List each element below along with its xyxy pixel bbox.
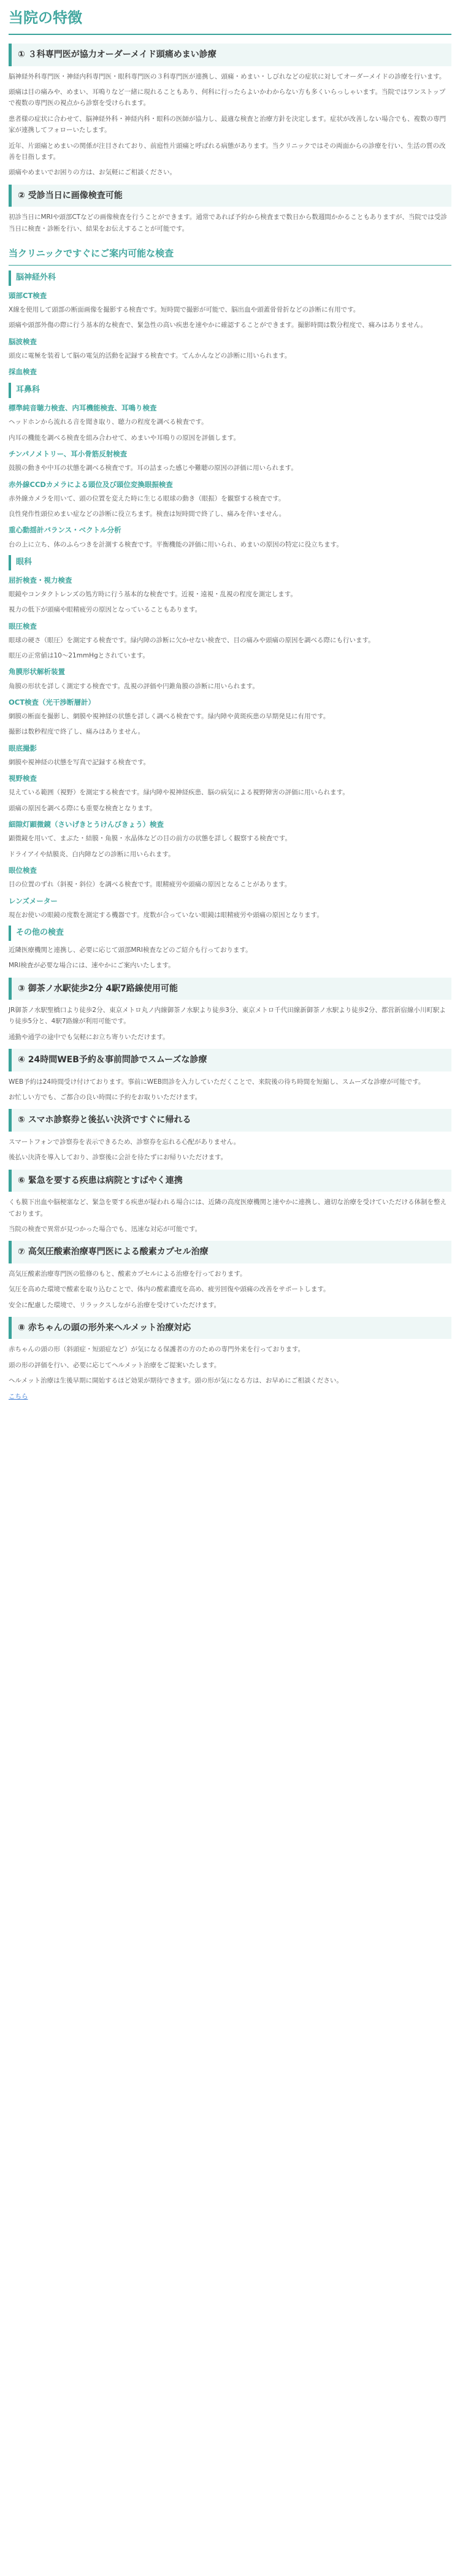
exam-item-paragraph: 現在お使いの眼鏡の度数を測定する機器です。度数が合っていない眼鏡は眼精疲労や頭痛の原因となります。 [9, 911, 323, 919]
exam-item-paragraph: 頭痛や頭部外傷の際に行う基本的な検査で、緊急性の高い疾患を速やかに確認することができます。撮影時間は数分程度で、痛みはありません。 [9, 321, 427, 329]
feature-paragraph: くも膜下出血や脳梗塞など、緊急を要する疾患が疑われる場合には、近隣の高度医療機関と速やかに連携し、適切な治療を受けていただける体制を整えております。 [9, 1198, 447, 1217]
feature-paragraph: スマートフォンで診察券を表示できるため、診察券を忘れる心配がありません。 [9, 1138, 240, 1146]
feature-heading: ① ３科専門医が協力オーダーメイド頭痛めまい診療 [9, 44, 451, 66]
exam-item-paragraph: 近隣医療機関と連携し、必要に応じて頭部MRI検査などのご紹介も行っております。 [9, 946, 252, 954]
feature-paragraph: 安全に配慮した環境で、リラックスしながら治療を受けていただけます。 [9, 1301, 221, 1309]
exam-item-paragraph: 角膜の形状を詳しく測定する検査です。乱視の評価や円錐角膜の診断に用いられます。 [9, 682, 259, 690]
feature-paragraph: 頭の形の評価を行い、必要に応じてヘルメット治療をご提案いたします。 [9, 1361, 221, 1369]
feature-paragraph: 気圧を高めた環境で酸素を取り込むことで、体内の酸素濃度を高め、疲労回復や頭痛の改善をサポートします。 [9, 1286, 330, 1294]
exam-item-paragraph: 眼圧の正常値は10〜21mmHgとされています。 [9, 652, 149, 660]
exam-item-paragraph: 内耳の機能を調べる検査を組み合わせて、めまいや耳鳴りの原因を評価します。 [9, 434, 240, 442]
category-heading: 耳鼻科 [9, 383, 451, 398]
feature-heading: ③ 御茶ノ水駅徒歩2分 4駅7路線使用可能 [9, 978, 451, 1000]
feature-paragraph: 患者様の症状に合わせて、脳神経外科・神経内科・眼科の医師が協力し、最適な検査と治療方針を決定します。症状が改善しない場合でも、複数の専門家が連携してフォローいたします。 [9, 115, 446, 134]
exam-item-heading: 眼底撮影 [9, 743, 37, 753]
feature-paragraph: 後払い決済を導入しており、診察後に会計を待たずにお帰りいただけます。 [9, 1154, 228, 1162]
exam-item-paragraph: 良性発作性頭位めまい症などの診断に役立ちます。検査は短時間で終了し、痛みを伴いません。 [9, 510, 286, 518]
exam-item-heading: 採血検査 [9, 367, 37, 377]
feature-paragraph: 当院の検査で異常が見つかった場合でも、迅速な対応が可能です。 [9, 1225, 202, 1233]
feature-paragraph: 頭痛やめまいでお困りの方は、お気軽にご相談ください。 [9, 169, 176, 177]
exam-item-paragraph: 台の上に立ち、体のふらつきを計測する検査です。平衡機能の評価に用いられ、めまいの原因の特定に役立ちます。 [9, 540, 343, 548]
exam-item-paragraph: 頭痛の原因を調べる際にも重要な検査となります。 [9, 804, 156, 812]
feature-paragraph: 初診当日にMRIや頭部CTなどの画像検査を行うことができます。通常であれば予約から検査まで数日から数週間かかることもありますが、当院では受診当日に検査・診断を行い、結果をお伝えすることが可能です。 [9, 213, 447, 232]
exam-categories [9, 270, 451, 971]
feature-paragraph: WEB予約は24時間受け付けております。事前にWEB問診を入力していただくことで、来院後の待ち時間を短縮し、スムーズな診療が可能です。 [9, 1078, 425, 1086]
exam-item-paragraph: 鼓膜の動きや中耳の状態を調べる検査です。耳の詰まった感じや難聴の原因の評価に用いられます。 [9, 464, 297, 472]
feature-paragraph: 頭痛は目の痛みや、めまい、耳鳴りなど一緒に現れることもあり、何科に行ったらよいかわからない方も多くいらっしゃいます。当院ではワンストップで複数の専門医の視点から診察を受けられます。 [9, 88, 446, 107]
exam-item-paragraph: 眼鏡やコンタクトレンズの処方時に行う基本的な検査です。近視・遠視・乱視の程度を測定します。 [9, 590, 297, 598]
exam-item-paragraph: 網膜や視神経の状態を写真で記録する検査です。 [9, 758, 150, 766]
category-heading: 脳神経外科 [9, 270, 451, 286]
feature-paragraph: 赤ちゃんの頭の形（斜頭症・短頭症など）が気になる保護者の方のための専門外来を行っております。 [9, 1346, 305, 1354]
feature-paragraph: お忙しい方でも、ご都合の良い時間に予約をお取りいただけます。 [9, 1094, 202, 1102]
category-heading: 眼科 [9, 555, 451, 570]
exam-item-heading: 眼圧検査 [9, 621, 37, 631]
feature-paragraph: JR御茶ノ水駅聖橋口より徒歩2分、東京メトロ丸ノ内線御茶ノ水駅より徒歩3分、東京メトロ千代田線新御茶ノ水駅より徒歩2分、都営新宿線小川町駅より徒歩5分と、4駅7路線が利用可能です。 [9, 1006, 446, 1025]
exam-item-heading: 細隙灯顕微鏡（さいげきとうけんびきょう）検査 [9, 820, 164, 829]
exam-item-paragraph: 赤外線カメラを用いて、頭の位置を変えた時に生じる眼球の動き（眼振）を観察する検査です。 [9, 494, 285, 502]
exam-item-paragraph: 網膜の断面を撮影し、網膜や視神経の状態を詳しく調べる検査です。緑内障や黄斑疾患の早期発見に有用です。 [9, 713, 330, 721]
exam-item-paragraph: ヘッドホンから流れる音を聞き取り、聴力の程度を調べる検査です。 [9, 418, 208, 426]
exam-item-heading: 赤外線CCDカメラによる頭位及び頭位変換眼振検査 [9, 480, 173, 489]
feature-heading: ② 受診当日に画像検査可能 [9, 185, 451, 207]
exam-item-heading: 標準純音聴力検査、内耳機能検査、耳鳴り検査 [9, 404, 157, 413]
feature-heading: ④ 24時間WEB予約＆事前問診でスムーズな診療 [9, 1049, 451, 1071]
feature-paragraph: 通勤や通学の途中でも気軽にお立ち寄りいただけます。 [9, 1033, 169, 1041]
exam-item-heading: 角膜形状解析装置 [9, 667, 65, 677]
exam-item-heading: 脳波検査 [9, 337, 37, 346]
exam-item-paragraph: X線を使用して頭部の断面画像を撮影する検査です。短時間で撮影が可能で、脳出血や頭蓋骨骨折などの診断に有用です。 [9, 306, 360, 314]
exam-item-paragraph: ドライアイや結膜炎、白内障などの診断に用いられます。 [9, 850, 175, 858]
exam-item-paragraph: 見えている範囲（視野）を測定する検査です。緑内障や視神経疾患、脳の病気による視野障害の評価に用いられます。 [9, 789, 349, 797]
exams-heading: 当クリニックですぐにご案内可能な検査 [9, 242, 451, 266]
feature-heading: ⑤ スマホ診察券と後払い決済ですぐに帰れる [9, 1109, 451, 1132]
exam-item-paragraph: 目の位置のずれ（斜視・斜位）を調べる検査です。眼精疲労や頭痛の原因となることがあります。 [9, 881, 291, 889]
feature-heading: ⑦ 高気圧酸素治療専門医による酸素カプセル治療 [9, 1241, 451, 1263]
exam-item-heading: 眼位検査 [9, 866, 37, 875]
features-section-2 [9, 978, 451, 1402]
exam-item-heading: OCT検査（光干渉断層計） [9, 697, 96, 707]
exam-item-paragraph: 視力の低下が頭痛や眼精疲労の原因となっていることもあります。 [9, 606, 202, 614]
feature-paragraph: 近年、片頭痛とめまいの関係が注目されており、前庭性片頭痛と呼ばれる病態があります。当クリニックではその両面からの診療を行い、生活の質の改善を目指します。 [9, 142, 446, 161]
exam-item-heading: 視野検査 [9, 774, 37, 783]
exam-item-heading: 重心動揺計バランス・ベクトル分析 [9, 526, 121, 535]
feature-paragraph: 高気圧酸素治療専門医の監修のもと、酸素カプセルによる治療を行っております。 [9, 1270, 247, 1278]
feature-paragraph: ヘルメット治療は生後早期に開始するほど効果が期待できます。頭の形が気になる方は、お早めにご相談ください。 [9, 1377, 343, 1385]
feature-paragraph: 脳神経外科専門医・神経内科専門医・眼科専門医の３科専門医が連携し、頭痛・めまい・しびれなどの症状に対してオーダーメイドの診療を行います。 [9, 72, 446, 80]
exam-item-paragraph: 頭皮に電極を装着して脳の電気的活動を記録する検査です。てんかんなどの診断に用いられます。 [9, 351, 291, 359]
features-section [9, 44, 451, 234]
exam-item-heading: チンパノメトリー、耳小骨筋反射検査 [9, 450, 128, 459]
exam-item-heading: 屈折検査・視力検査 [9, 575, 72, 585]
exam-item-paragraph: MRI検査が必要な場合には、速やかにご案内いたします。 [9, 962, 175, 970]
exam-item-paragraph: 眼球の硬さ（眼圧）を測定する検査です。緑内障の診断に欠かせない検査で、目の痛みや頭痛の原因を調べる際にも行います。 [9, 636, 375, 644]
exam-item-paragraph: 撮影は数秒程度で終了し、痛みはありません。 [9, 728, 145, 736]
exam-item-heading: 頭部CT検査 [9, 291, 47, 300]
feature-heading: ⑥ 緊急を要する疾患は病院とすばやく連携 [9, 1170, 451, 1192]
exam-item-heading: レンズメーター [9, 896, 58, 905]
feature-heading: ⑧ 赤ちゃんの頭の形外来ヘルメット治療対応 [9, 1317, 451, 1340]
page-title: 当院の特徴 [9, 7, 451, 35]
category-heading: その他の検査 [9, 926, 451, 941]
exam-item-paragraph: 顕微鏡を用いて、まぶた・結膜・角膜・水晶体などの目の前方の状態を詳しく観察する検査です。 [9, 835, 291, 843]
feature-paragraph [9, 1391, 451, 1402]
more-link[interactable]: こちら [9, 1392, 28, 1400]
